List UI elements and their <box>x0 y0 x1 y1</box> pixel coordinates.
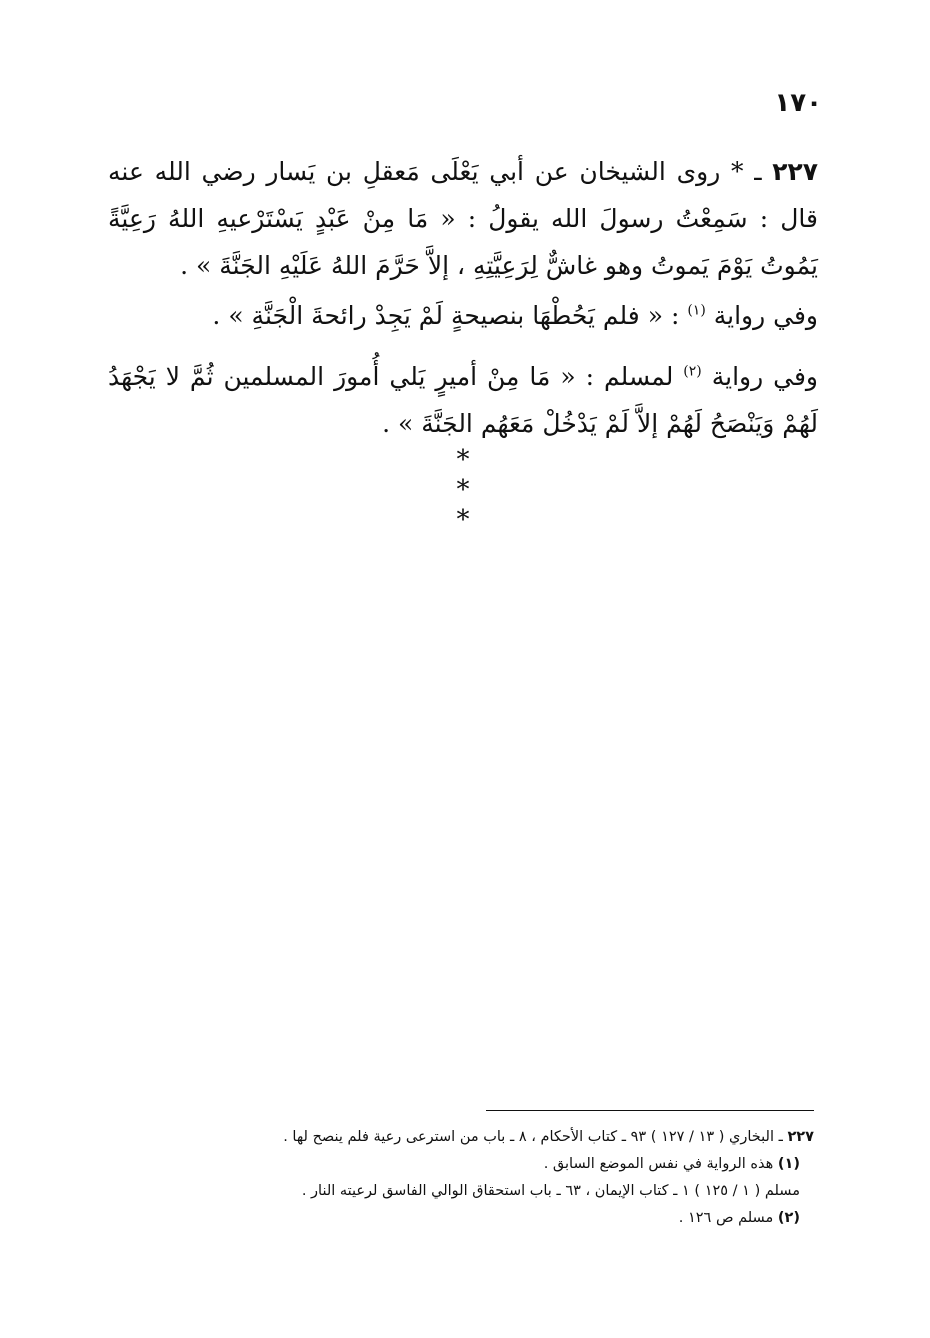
hadith-number: ٢٢٧ <box>772 157 818 186</box>
footnote-ref-1[interactable]: (١) <box>687 302 706 319</box>
footnote-line <box>114 1205 814 1232</box>
footnote-line <box>114 1124 814 1151</box>
footnote-text: مسلم ص ١٢٦ . <box>678 1210 778 1226</box>
narration-2-text: لمسلم : « مَا مِنْ أميرٍ يَلي أُمورَ المسلمين ثُمَّ لا يَجْهَدُ لَهُمْ وَيَنْصَحُ لَهُمْ إلاَّ لَمْ يَدْخُلْ مَعَهُم الجَنَّةَ » . <box>108 362 818 438</box>
hadith-text <box>108 148 818 289</box>
footnote-line <box>114 1178 814 1205</box>
footnote-mark-1: (١) <box>777 1156 800 1172</box>
narration-1-text: : « فلم يَحُطْهَا بنصيحةٍ لَمْ يَجِدْ رائحةَ الْجَنَّةِ » . <box>212 301 688 330</box>
narration-1-paragraph <box>108 292 818 339</box>
footnote-mark-2: (٢) <box>777 1210 800 1226</box>
footnote-text: مسلم ( ١ / ١٢٥ ) ١ ـ كتاب الإيمان ، ٦٣ ـ باب استحقاق الوالي الفاسق لرعيته النار . <box>301 1183 800 1199</box>
narration-1-intro: وفي رواية <box>705 301 818 330</box>
footnote-hadith-number: ٢٢٧ <box>787 1129 814 1145</box>
footnote-line <box>114 1151 814 1178</box>
narration-2-intro: وفي رواية <box>701 362 818 391</box>
footnotes <box>114 1124 814 1232</box>
page-number: ١٧٠ <box>774 88 822 118</box>
footnote-divider <box>486 1110 814 1111</box>
narration-2-paragraph <box>108 353 818 447</box>
footnote-text: ـ البخاري ( ١٣ / ١٢٧ ) ٩٣ ـ كتاب الأحكام ، ٨ ـ باب من استرعى رعية فلم ينصح لها . <box>283 1129 788 1145</box>
footnote-text: هذه الرواية في نفس الموضع السابق . <box>543 1156 778 1172</box>
section-separator: * * * <box>456 445 494 535</box>
hadith-body: ـ * روى الشيخان عن أبي يَعْلَى مَعقلِ بن يَسار رضي الله عنه قال : سَمِعْتُ رسولَ الله يقولُ : « مَا مِنْ عَبْدٍ يَسْتَرْعيهِ اللهُ رَعِيَّةً يَمُوتُ يَوْمَ يَموتُ وهو غاشٌّ لِرَعِيَّتِهِ ، إلاَّ حَرَّمَ اللهُ عَلَيْهِ الجَنَّةَ » . <box>108 157 818 280</box>
hadith-paragraph <box>108 148 818 289</box>
footnote-ref-2[interactable]: (٢) <box>683 363 702 380</box>
